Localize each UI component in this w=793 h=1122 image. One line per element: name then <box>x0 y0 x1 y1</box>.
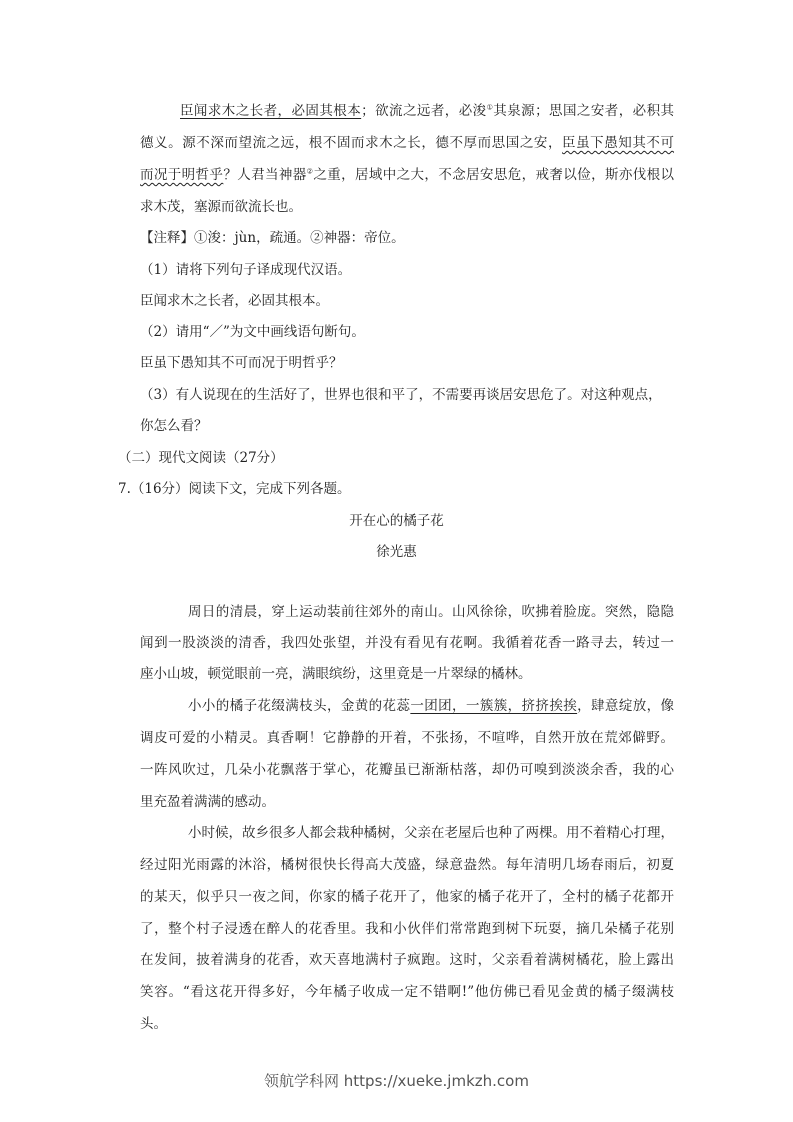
question-3-line-1: （3）有人说现在的生活好了，世界也很和平了，不需要再谈居安思危了。对这种观点， <box>140 387 662 403</box>
passage-text: 德义。源不深而望流之远，根不固而求木之长，德不厚而思国之安， <box>140 135 563 151</box>
paragraph-2-line-3: 一阵风吹过，几朵小花飘落于掌心，花瓣虽已渐渐枯落，却仍可嗅到淡淡余香，我的心 <box>140 762 674 778</box>
paragraph-2-line-4: 里充盈着满满的感动。 <box>140 794 275 810</box>
paragraph-3-line-2: 经过阳光雨露的沐浴，橘树很快长得高大茂盛，绿意盎然。每年清明几场春雨后，初夏 <box>140 857 674 873</box>
question-2-text: 臣虽下愚知其不可而况于明哲乎？ <box>140 355 343 371</box>
passage-note: 【注释】①浚：jùn，疏通。②神器：帝位。 <box>140 230 405 246</box>
wavy-underlined-sentence: 而况于明哲乎 <box>140 167 224 183</box>
paragraph-3-line-4: 了，整个村子浸透在醉人的花香里。我和小伙伴们常常跑到树下玩耍，摘几朵橘子花别 <box>140 921 674 937</box>
footer-watermark: 领航学科网 https://xueke.jmkzh.com <box>264 1072 529 1090</box>
underlined-phrase: 一团团，一簇簇，挤挤挨挨 <box>410 698 578 714</box>
paragraph-text: ，肆意绽放，像 <box>577 698 675 714</box>
footnote-mark: ② <box>306 167 314 176</box>
underlined-sentence: 臣闻求木之长者，必固其根本 <box>180 103 362 119</box>
passage-text: ；欲流之远者，必浚 <box>361 103 487 119</box>
section-heading: （二）现代文阅读（27分） <box>118 450 284 466</box>
paragraph-text: 小小的橘子花缀满枝头，金黄的花蕊 <box>188 698 411 714</box>
paragraph-3-line-5: 在发间，披着满身的花香，欢天喜地满村子疯跑。这时，父亲看着满树橘花，脸上露出 <box>140 952 674 968</box>
passage-text: 之重，居域中之大，不念居安思危，戒奢以俭，斯亦伐根以 <box>313 167 675 183</box>
paragraph-3-line-1: 小时候，故乡很多人都会栽种橘树，父亲在老屋后也种了两棵。用不着精心打理， <box>188 825 674 841</box>
question-3-line-2: 你怎么看？ <box>140 418 208 434</box>
paragraph-3-line-3: 的某天，似乎只一夜之间，你家的橘子花开了，他家的橘子花开了，全村的橘子花都开 <box>140 889 674 905</box>
paragraph-1-line-2: 闻到一股淡淡的清香，我四处张望，并没有看见有花啊。我循着花香一路寻去，转过一 <box>140 635 674 651</box>
question-1: （1）请将下列句子译成现代汉语。 <box>140 262 352 278</box>
question-2: （2）请用“／”为文中画线语句断句。 <box>140 324 365 340</box>
question-7-heading: 7.（16分）阅读下文，完成下列各题。 <box>118 481 351 497</box>
paragraph-3-line-7: 头。 <box>140 1016 167 1032</box>
article-author: 徐光惠 <box>376 544 417 560</box>
passage-line-2 <box>140 133 674 153</box>
question-1-text: 臣闻求木之长者，必固其根本。 <box>140 293 329 309</box>
article-title: 开在心的橘子花 <box>349 513 444 529</box>
passage-line-1 <box>180 101 674 121</box>
passage-text: 其泉源；思国之安者，必积其 <box>493 103 675 119</box>
paragraph-2-line-1 <box>188 696 674 716</box>
passage-text: ？人君当神器 <box>223 167 307 183</box>
paragraph-1-line-3: 座小山坡，顿觉眼前一亮，满眼缤纷，这里竟是一片翠绿的橘林。 <box>140 666 532 682</box>
passage-line-3 <box>140 165 674 185</box>
paragraph-1-line-1: 周日的清晨，穿上运动装前往郊外的南山。山风徐徐，吹拂着脸庞。突然，隐隐 <box>188 604 674 620</box>
wavy-underlined-sentence: 臣虽下愚知其不可 <box>562 135 675 151</box>
passage-line-4: 求木茂，塞源而欲流长也。 <box>140 199 302 215</box>
footnote-mark: ① <box>486 103 494 112</box>
paragraph-2-line-2: 调皮可爱的小精灵。真香啊！它静静的开着，不张扬，不喧哗，自然开放在荒郊僻野。 <box>140 730 674 746</box>
paragraph-3-line-6: 笑容。“看这花开得多好，今年橘子收成一定不错啊!”他仿佛已看见金黄的橘子缀满枝 <box>140 984 674 1000</box>
